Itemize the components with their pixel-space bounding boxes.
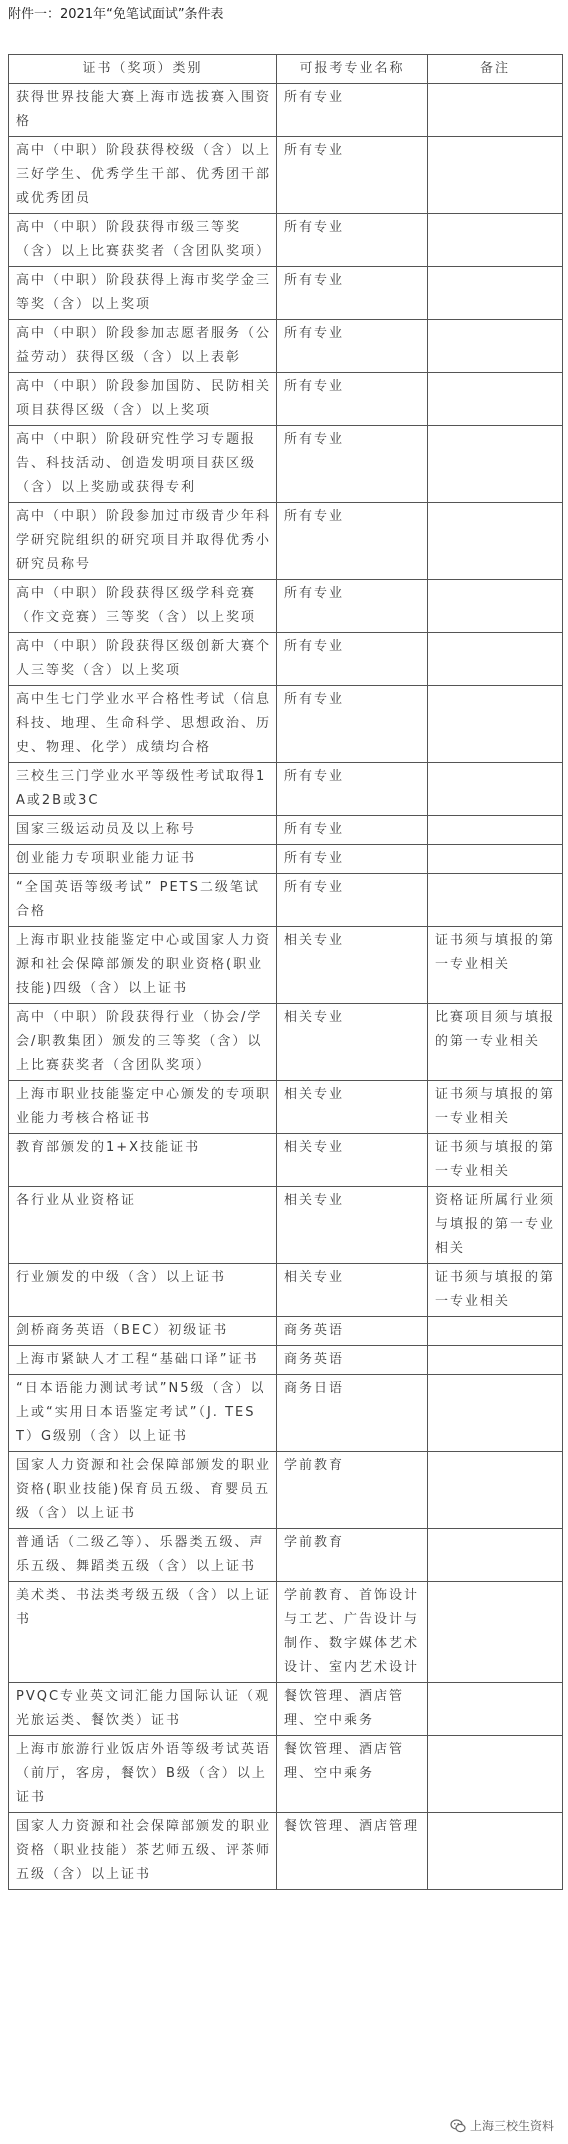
table-row <box>9 1187 563 1264</box>
table-row <box>9 1317 563 1346</box>
eligible-majors-cell: 商务日语 <box>277 1375 428 1452</box>
table-row <box>9 214 563 267</box>
remarks-cell <box>428 267 563 320</box>
remarks-cell: 证书须与填报的第一专业相关 <box>428 1264 563 1317</box>
table-row <box>9 1134 563 1187</box>
table-row <box>9 1004 563 1081</box>
conditions-table <box>8 54 563 1890</box>
certificate-cell: 国家人力资源和社会保障部颁发的职业资格(职业技能)保育员五级、育婴员五级（含）以上证书 <box>9 1452 277 1529</box>
table-row <box>9 927 563 1004</box>
page-title: 附件一：2021年“免笔试面试”条件表 <box>8 7 224 22</box>
certificate-cell: 高中（中职）阶段获得区级创新大赛个人三等奖（含）以上奖项 <box>9 633 277 686</box>
table-row <box>9 320 563 373</box>
remarks-cell <box>428 580 563 633</box>
certificate-cell: 创业能力专项职业能力证书 <box>9 845 277 874</box>
certificate-cell: 高中（中职）阶段获得上海市奖学金三等奖（含）以上奖项 <box>9 267 277 320</box>
table-row <box>9 763 563 816</box>
eligible-majors-cell: 所有专业 <box>277 503 428 580</box>
remarks-cell <box>428 874 563 927</box>
eligible-majors-cell: 所有专业 <box>277 686 428 763</box>
remarks-cell <box>428 845 563 874</box>
eligible-majors-cell: 所有专业 <box>277 426 428 503</box>
eligible-majors-cell: 所有专业 <box>277 137 428 214</box>
certificate-cell: 高中（中职）阶段参加过市级青少年科学研究院组织的研究项目并取得优秀小研究员称号 <box>9 503 277 580</box>
eligible-majors-cell: 所有专业 <box>277 845 428 874</box>
certificate-cell: 上海市紧缺人才工程“基础口译”证书 <box>9 1346 277 1375</box>
certificate-cell: 高中（中职）阶段获得区级学科竞赛（作文竞赛）三等奖（含）以上奖项 <box>9 580 277 633</box>
certificate-cell: “全国英语等级考试” PETS二级笔试合格 <box>9 874 277 927</box>
table-row <box>9 580 563 633</box>
eligible-majors-cell: 所有专业 <box>277 633 428 686</box>
certificate-cell: 高中（中职）阶段参加志愿者服务（公益劳动）获得区级（含）以上表彰 <box>9 320 277 373</box>
eligible-majors-cell: 相关专业 <box>277 1187 428 1264</box>
remarks-cell: 资格证所属行业须与填报的第一专业相关 <box>428 1187 563 1264</box>
certificate-cell: 国家三级运动员及以上称号 <box>9 816 277 845</box>
certificate-cell: 普通话（二级乙等）、乐器类五级、声乐五级、舞蹈类五级（含）以上证书 <box>9 1529 277 1582</box>
eligible-majors-cell: 所有专业 <box>277 214 428 267</box>
table-row <box>9 1375 563 1452</box>
certificate-cell: 剑桥商务英语（BEC）初级证书 <box>9 1317 277 1346</box>
certificate-cell: 各行业从业资格证 <box>9 1187 277 1264</box>
certificate-cell: 上海市职业技能鉴定中心颁发的专项职业能力考核合格证书 <box>9 1081 277 1134</box>
table-row <box>9 1582 563 1683</box>
header-certificate-category: 证书（奖项）类别 <box>9 55 277 84</box>
certificate-cell: 高中（中职）阶段获得市级三等奖（含）以上比赛获奖者（含团队奖项） <box>9 214 277 267</box>
table-row <box>9 1264 563 1317</box>
certificate-cell: 上海市旅游行业饭店外语等级考试英语（前厅，客房，餐饮）B级（含）以上证书 <box>9 1736 277 1813</box>
certificate-cell: 高中（中职）阶段研究性学习专题报告、科技活动、创造发明项目获区级（含）以上奖励或获得专利 <box>9 426 277 503</box>
table-row <box>9 503 563 580</box>
eligible-majors-cell: 商务英语 <box>277 1346 428 1375</box>
eligible-majors-cell: 所有专业 <box>277 84 428 137</box>
table-row <box>9 816 563 845</box>
eligible-majors-cell: 学前教育 <box>277 1452 428 1529</box>
eligible-majors-cell: 餐饮管理、酒店管理 <box>277 1813 428 1890</box>
watermark <box>446 2115 558 2136</box>
remarks-cell <box>428 1317 563 1346</box>
eligible-majors-cell: 商务英语 <box>277 1317 428 1346</box>
remarks-cell <box>428 1346 563 1375</box>
eligible-majors-cell: 相关专业 <box>277 1004 428 1081</box>
certificate-cell: 高中生七门学业水平合格性考试（信息科技、地理、生命科学、思想政治、历史、物理、化学）成绩均合格 <box>9 686 277 763</box>
header-eligible-majors: 可报考专业名称 <box>277 55 428 84</box>
wechat-icon <box>450 2118 466 2134</box>
eligible-majors-cell: 相关专业 <box>277 927 428 1004</box>
certificate-cell: 高中（中职）阶段获得行业（协会/学会/职教集团）颁发的三等奖（含）以上比赛获奖者（含团队奖项） <box>9 1004 277 1081</box>
eligible-majors-cell: 所有专业 <box>277 763 428 816</box>
remarks-cell <box>428 426 563 503</box>
remarks-cell: 证书须与填报的第一专业相关 <box>428 1134 563 1187</box>
table-row <box>9 426 563 503</box>
remarks-cell: 证书须与填报的第一专业相关 <box>428 1081 563 1134</box>
table-row <box>9 874 563 927</box>
eligible-majors-cell: 学前教育、首饰设计与工艺、广告设计与制作、数字媒体艺术设计、室内艺术设计 <box>277 1582 428 1683</box>
remarks-cell <box>428 1736 563 1813</box>
table-row <box>9 267 563 320</box>
eligible-majors-cell: 相关专业 <box>277 1134 428 1187</box>
remarks-cell <box>428 1452 563 1529</box>
eligible-majors-cell: 餐饮管理、酒店管理、空中乘务 <box>277 1736 428 1813</box>
remarks-cell <box>428 633 563 686</box>
table-row <box>9 1683 563 1736</box>
table-row <box>9 373 563 426</box>
watermark-text: 上海三校生资料 <box>469 2119 554 2133</box>
remarks-cell <box>428 84 563 137</box>
table-row <box>9 1346 563 1375</box>
remarks-cell: 证书须与填报的第一专业相关 <box>428 927 563 1004</box>
certificate-cell: 美术类、书法类考级五级（含）以上证书 <box>9 1582 277 1683</box>
eligible-majors-cell: 所有专业 <box>277 874 428 927</box>
certificate-cell: “日本语能力测试考试”N5级（含）以上或“实用日本语鉴定考试”（J. TEST）G级别（含）以上证书 <box>9 1375 277 1452</box>
table-header-row <box>9 55 563 84</box>
table-row <box>9 84 563 137</box>
certificate-cell: 高中（中职）阶段参加国防、民防相关项目获得区级（含）以上奖项 <box>9 373 277 426</box>
eligible-majors-cell: 所有专业 <box>277 373 428 426</box>
remarks-cell <box>428 1582 563 1683</box>
table-row <box>9 1081 563 1134</box>
certificate-cell: 上海市职业技能鉴定中心或国家人力资源和社会保障部颁发的职业资格(职业技能)四级（含）以上证书 <box>9 927 277 1004</box>
remarks-cell <box>428 373 563 426</box>
remarks-cell <box>428 1529 563 1582</box>
remarks-cell <box>428 1375 563 1452</box>
remarks-cell <box>428 503 563 580</box>
remarks-cell <box>428 214 563 267</box>
certificate-cell: 教育部颁发的1+X技能证书 <box>9 1134 277 1187</box>
eligible-majors-cell: 所有专业 <box>277 320 428 373</box>
certificate-cell: 三校生三门学业水平等级性考试取得1A或2B或3C <box>9 763 277 816</box>
remarks-cell <box>428 816 563 845</box>
eligible-majors-cell: 学前教育 <box>277 1529 428 1582</box>
remarks-cell <box>428 1813 563 1890</box>
certificate-cell: 国家人力资源和社会保障部颁发的职业资格（职业技能）茶艺师五级、评茶师五级（含）以上证书 <box>9 1813 277 1890</box>
remarks-cell <box>428 1683 563 1736</box>
table-row <box>9 1452 563 1529</box>
eligible-majors-cell: 所有专业 <box>277 816 428 845</box>
remarks-cell <box>428 763 563 816</box>
remarks-cell <box>428 137 563 214</box>
table-row <box>9 1736 563 1813</box>
table-row <box>9 686 563 763</box>
certificate-cell: 高中（中职）阶段获得校级（含）以上三好学生、优秀学生干部、优秀团干部或优秀团员 <box>9 137 277 214</box>
eligible-majors-cell: 所有专业 <box>277 580 428 633</box>
header-remarks: 备注 <box>428 55 563 84</box>
remarks-cell <box>428 686 563 763</box>
table-row <box>9 845 563 874</box>
certificate-cell: PVQC专业英文词汇能力国际认证（观光旅运类、餐饮类）证书 <box>9 1683 277 1736</box>
table-row <box>9 137 563 214</box>
table-row <box>9 1813 563 1890</box>
table-row <box>9 633 563 686</box>
certificate-cell: 行业颁发的中级（含）以上证书 <box>9 1264 277 1317</box>
certificate-cell: 获得世界技能大赛上海市选拔赛入围资格 <box>9 84 277 137</box>
eligible-majors-cell: 相关专业 <box>277 1264 428 1317</box>
remarks-cell: 比赛项目须与填报的第一专业相关 <box>428 1004 563 1081</box>
eligible-majors-cell: 所有专业 <box>277 267 428 320</box>
eligible-majors-cell: 相关专业 <box>277 1081 428 1134</box>
remarks-cell <box>428 320 563 373</box>
table-row <box>9 1529 563 1582</box>
eligible-majors-cell: 餐饮管理、酒店管理、空中乘务 <box>277 1683 428 1736</box>
